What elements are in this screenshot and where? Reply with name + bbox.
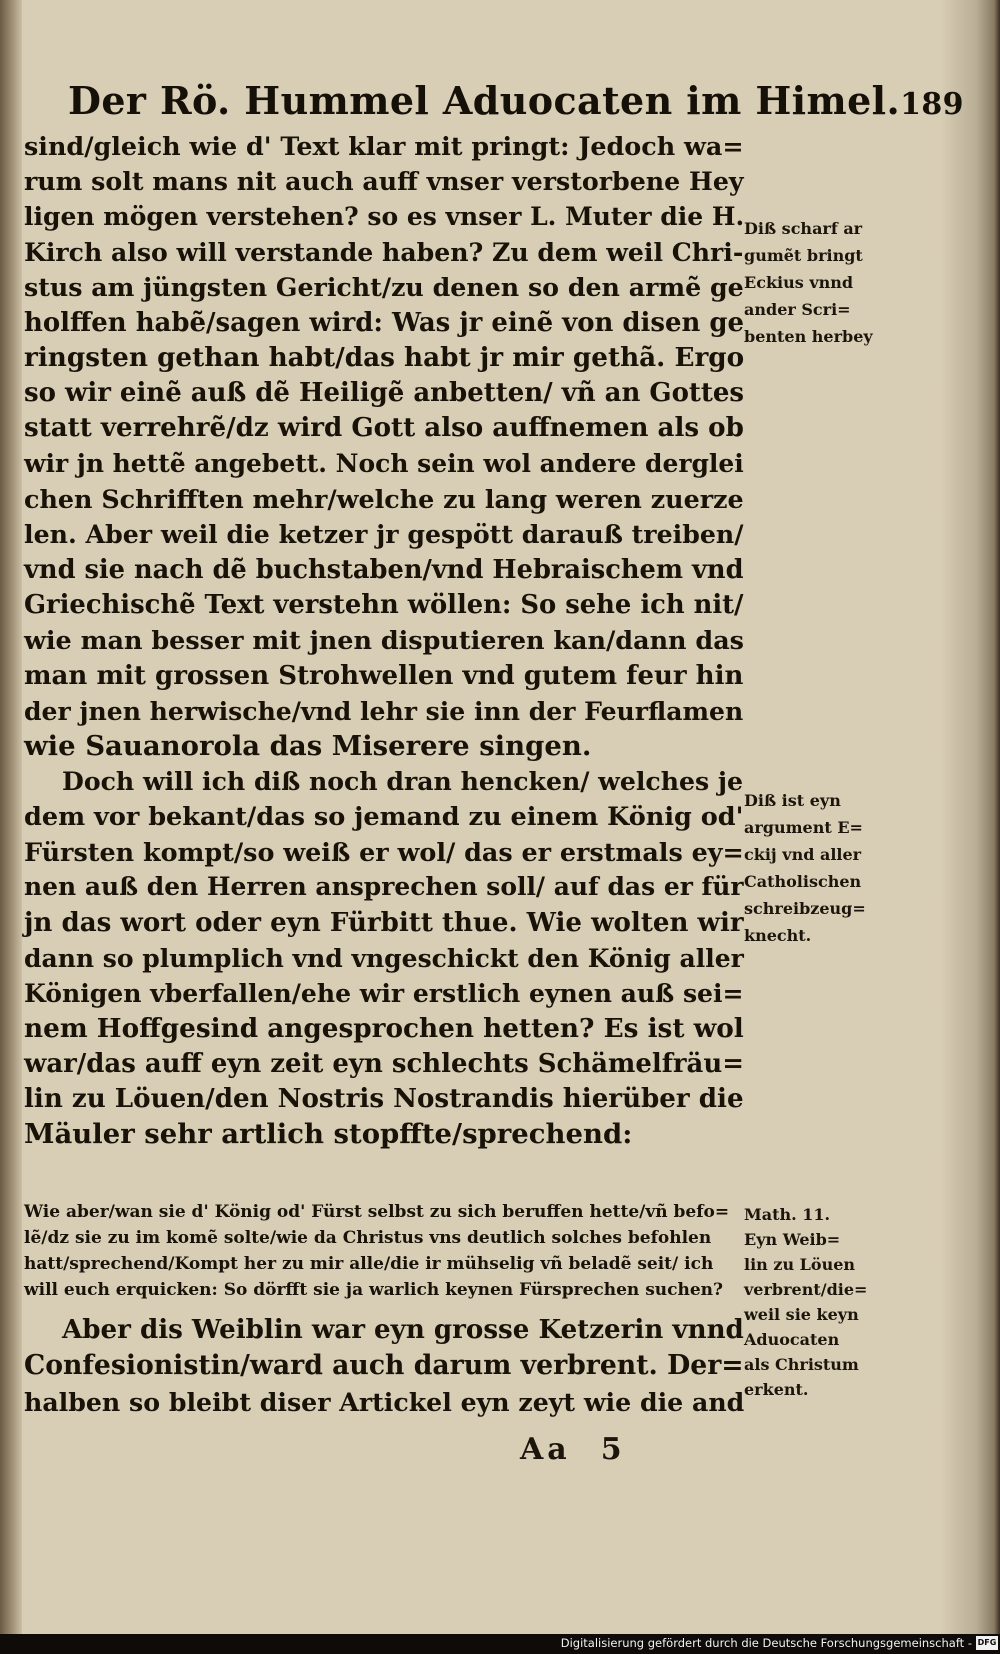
page-number: 189	[900, 87, 964, 122]
text-line: ligen mögen verstehen? so es vnser L. Muter die H.	[24, 201, 745, 231]
text-line: Fürsten kompt/so weiß er wol/ das er erstmals ey=	[24, 837, 744, 867]
margin-note-line: weil sie keyn	[744, 1305, 859, 1324]
text-line: Kirch also will verstande haben? Zu dem weil Chri-	[24, 236, 744, 267]
margin-note-line: lin zu Löuen	[744, 1255, 856, 1274]
margin-note-line: Diß scharf ar	[744, 219, 863, 238]
dfg-logo-icon: DFG	[976, 1636, 998, 1650]
text-line: Königen vberfallen/ehe wir erstlich eynen auß sei=	[24, 978, 744, 1009]
text-line: Griechischẽ Text verstehn wöllen: So sehe ich nit/	[24, 589, 744, 620]
text-line: wie man besser mit jnen disputieren kan/dann das	[24, 625, 745, 656]
text-line: so wir einẽ auß dẽ Heiligẽ anbetten/ vñ an Gottes	[24, 378, 745, 409]
margin-note-line: Catholischen	[744, 872, 862, 891]
signature-number: 5	[600, 1432, 626, 1467]
quote-line: lẽ/dz sie zu im komẽ solte/wie da Christus vns deutlich solches befohlen	[24, 1228, 712, 1248]
running-header	[68, 78, 964, 123]
quote-line: Wie aber/wan sie d' König od' Fürst selbst zu sich beruffen hette/vñ befo=	[24, 1202, 730, 1222]
text-line: war/das auff eyn zeit eyn schlechts Schämelfräu=	[24, 1048, 744, 1079]
margin-note-line: Eyn Weib=	[744, 1230, 841, 1249]
text-line: lin zu Löuen/den Nostris Nostrandis hierüber die	[24, 1083, 744, 1115]
page-edge	[940, 0, 1000, 1634]
text-line: wie Sauanorola das Miserere singen.	[24, 730, 592, 763]
text-line: wir jn hettẽ angebett. Noch sein wol andere derglei	[24, 448, 744, 478]
running-title: Der Rö. Hummel Aduocaten im Himel.	[68, 78, 901, 123]
text-line: Aber dis Weiblin war eyn grosse Ketzerin vnnd	[62, 1314, 744, 1345]
text-line: statt verrehrẽ/dz wird Gott also auffnemen als ob	[24, 412, 744, 444]
text-line: nen auß den Herren ansprechen soll/ auf das er für	[24, 872, 744, 902]
margin-note-line: ander Scri=	[744, 300, 851, 319]
margin-note-line: Aduocaten	[744, 1330, 840, 1349]
text-line: len. Aber weil die ketzer jr gespött darauß treiben/	[24, 519, 744, 550]
text-line: stus am jüngsten Gericht/zu denen so den armẽ ge	[24, 272, 744, 303]
margin-note-line: verbrent/die=	[744, 1280, 868, 1299]
quote-line: will euch erquicken: So dörfft sie ja warlich keynen Fürsprechen suchen?	[24, 1280, 723, 1300]
page-gutter	[0, 0, 22, 1634]
text-line: Confesionistin/ward auch darum verbrent. Der=	[24, 1350, 744, 1381]
margin-note-line: Math. 11.	[744, 1205, 831, 1224]
digitization-credit: Digitalisierung gefördert durch die Deutsche Forschungsgemeinschaft -	[560, 1636, 972, 1650]
margin-note-line: ckij vnd aller	[744, 845, 862, 864]
margin-note-line: benten herbey	[744, 327, 873, 346]
text-line: nem Hoffgesind angesprochen hetten? Es ist wol	[24, 1012, 744, 1044]
margin-note-line: als Christum	[744, 1355, 859, 1374]
text-line: halben so bleibt diser Artickel eyn zeyt wie die and	[24, 1387, 745, 1417]
margin-note-line: Diß ist eyn	[744, 791, 841, 810]
text-line: Mäuler sehr artlich stopffte/sprechend:	[24, 1118, 633, 1151]
text-line: der jnen herwische/vnd lehr sie inn der Feurflamen	[24, 695, 744, 726]
margin-note-line: schreibzeug=	[744, 899, 866, 918]
text-line: dann so plumplich vnd vngeschickt den König aller	[24, 942, 744, 973]
margin-note-line: argument E=	[744, 818, 863, 837]
margin-note-line: Eckius vnnd	[744, 273, 854, 292]
text-line: ringsten gethan habt/das habt jr mir gethã. Ergo	[24, 341, 745, 373]
text-line: man mit grossen Strohwellen vnd gutem feur hin	[24, 660, 744, 691]
text-line: rum solt mans nit auch auff vnser verstorbene Hey	[24, 166, 744, 197]
text-line: holffen habẽ/sagen wird: Was jr einẽ von disen ge	[24, 307, 745, 338]
margin-note-line: knecht.	[744, 926, 812, 945]
text-line: dem vor bekant/das so jemand zu einem König od'	[24, 801, 744, 832]
signature-mark	[520, 1432, 626, 1467]
text-line: chen Schrifften mehr/welche zu lang weren zuerze	[24, 484, 744, 514]
text-line: Doch will ich diß noch dran hencken/ welches je	[62, 766, 744, 797]
quote-line: hatt/sprechend/Kompt her zu mir alle/die ir mühselig vñ beladẽ seit/ ich	[24, 1254, 714, 1274]
margin-note-line: erkent.	[744, 1380, 809, 1399]
signature-letters: Aa	[520, 1432, 571, 1467]
margin-note-line: gumẽt bringt	[744, 246, 863, 265]
text-line: sind/gleich wie d' Text klar mit pringt: Jedoch wa=	[24, 131, 744, 161]
text-line: jn das wort oder eyn Fürbitt thue. Wie wolten wir	[24, 907, 744, 938]
text-line: vnd sie nach dẽ buchstaben/vnd Hebraischem vnd	[24, 554, 744, 585]
